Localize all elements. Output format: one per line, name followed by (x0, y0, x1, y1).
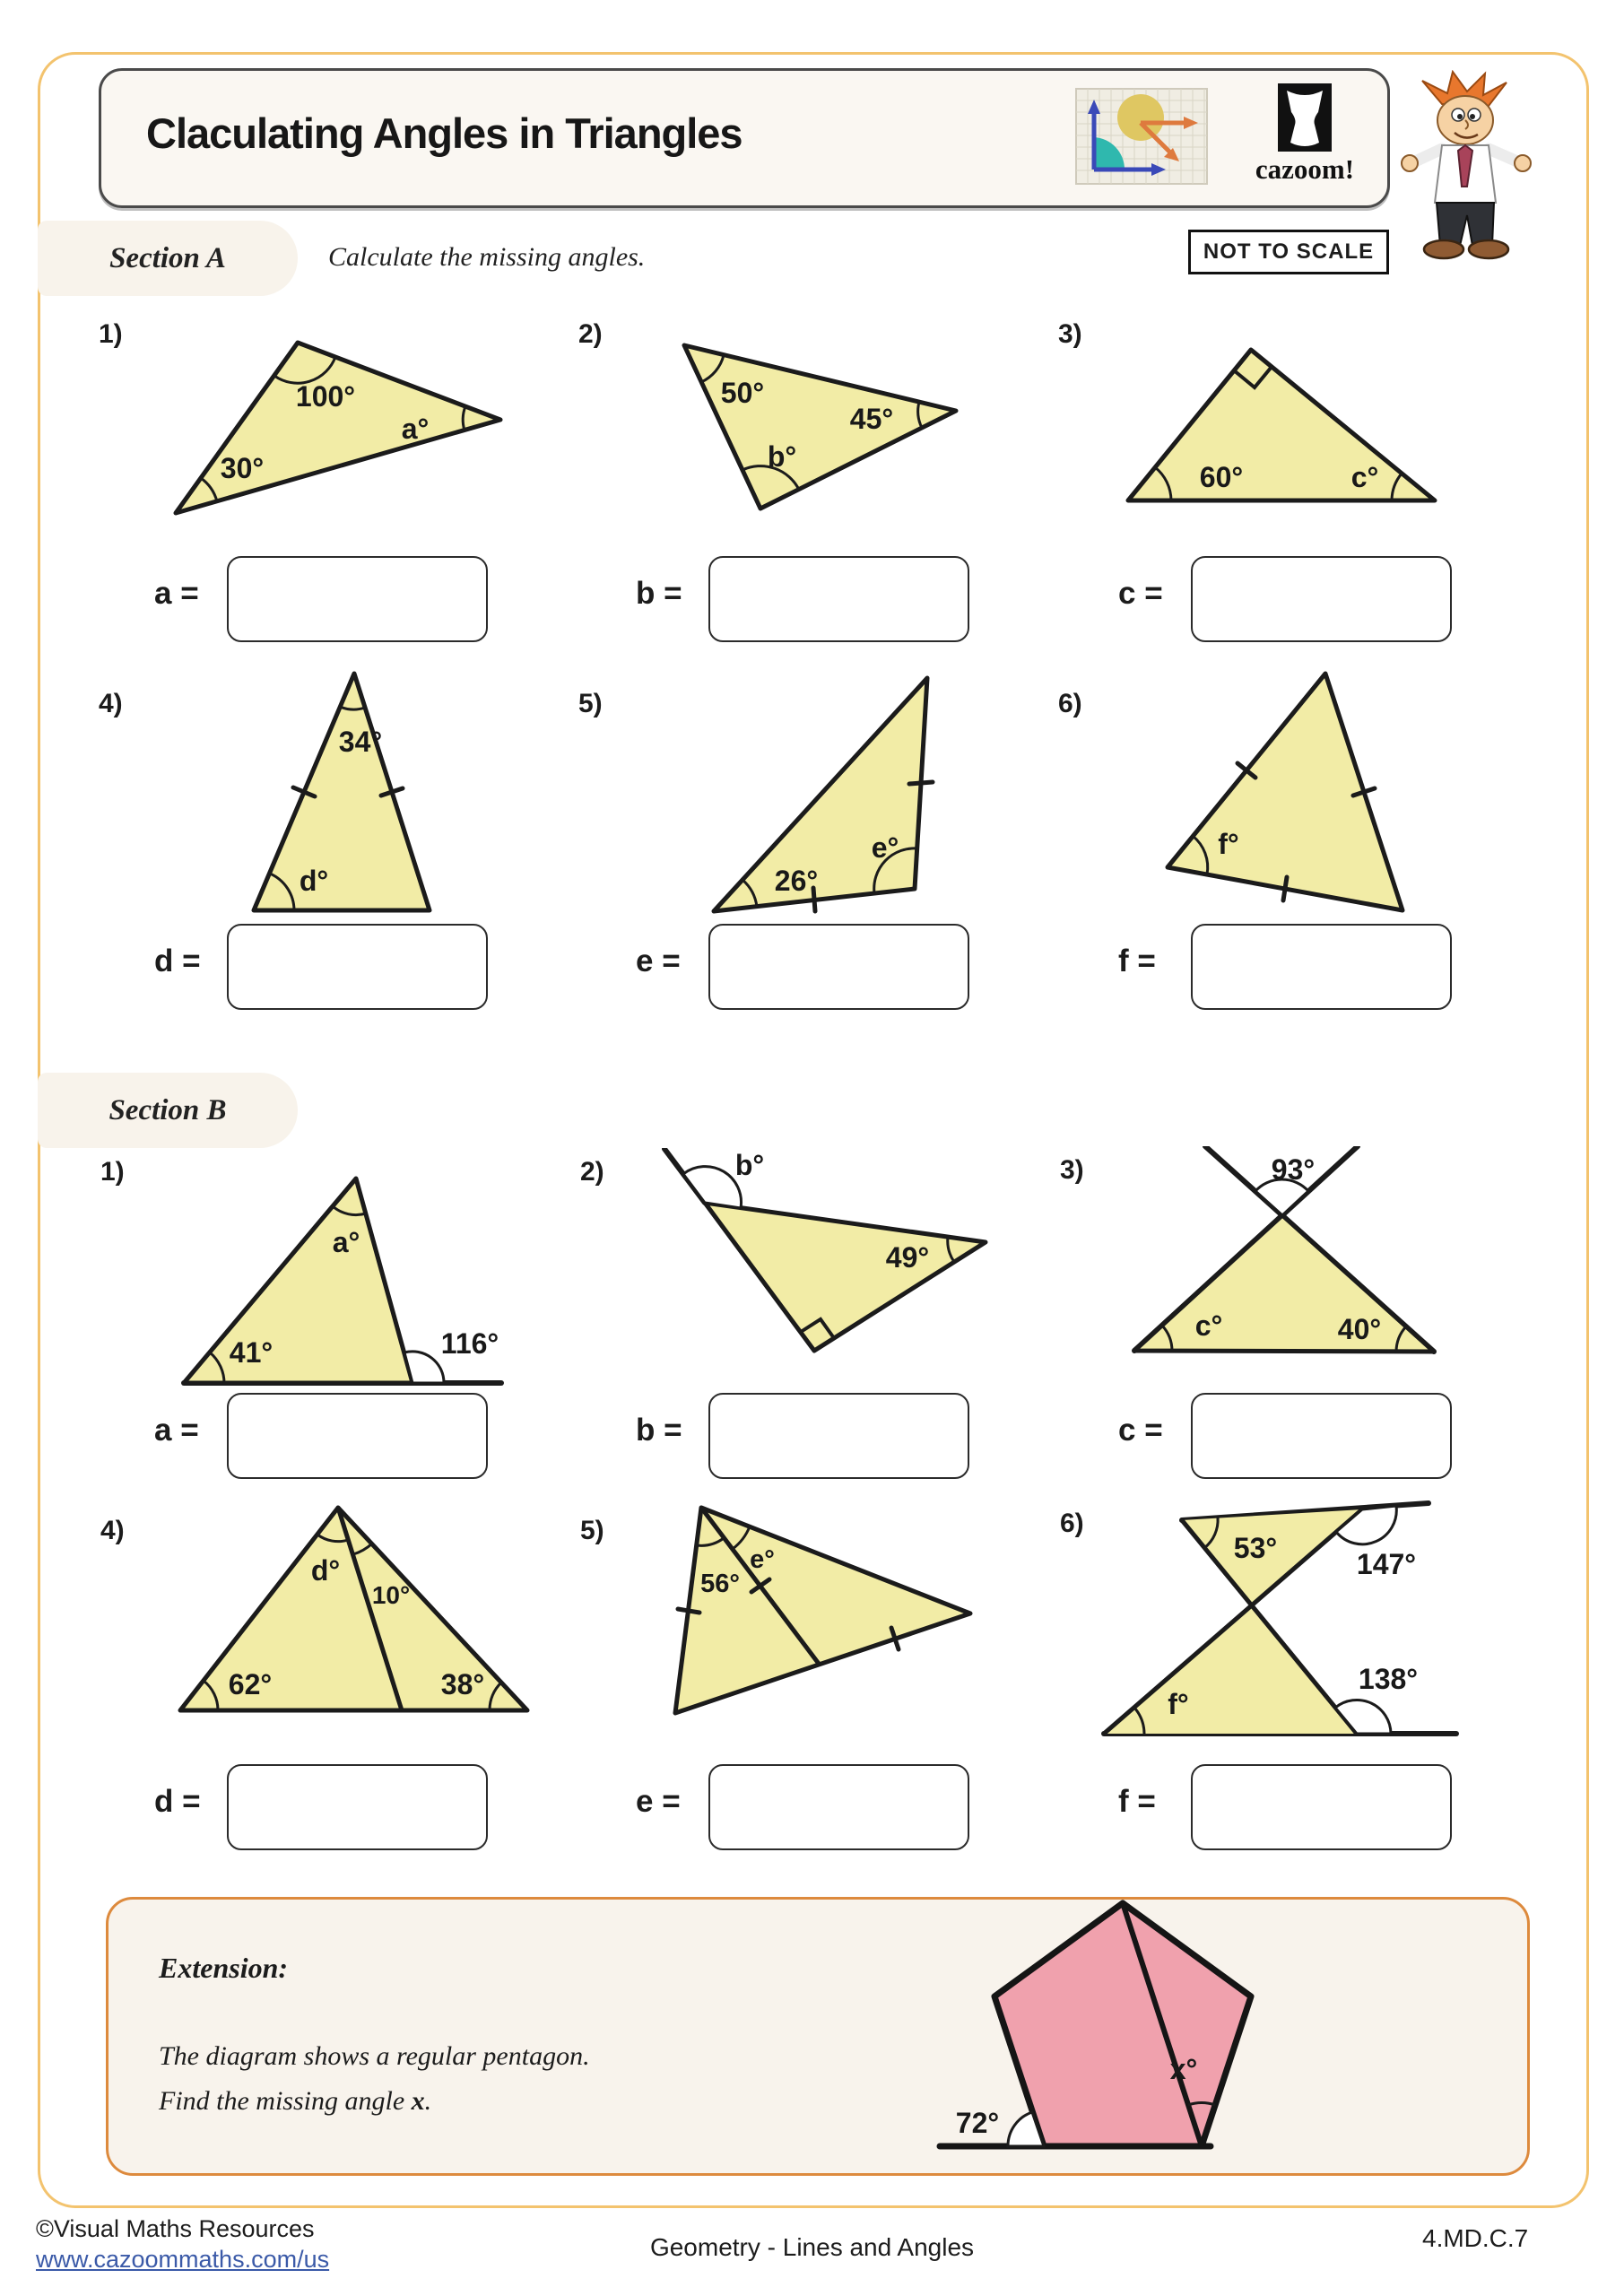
answer-box-f[interactable] (1191, 1764, 1452, 1850)
answer-label-b: b = (636, 576, 682, 611)
answer-box-a[interactable] (227, 1393, 488, 1479)
angle-label: 34° (338, 726, 383, 758)
problem-a5-number: 5) (578, 689, 603, 718)
answer-label-c: c = (1118, 1413, 1163, 1448)
angle-label: 26° (774, 865, 819, 897)
angle-label: 49° (885, 1241, 930, 1274)
angle-label: 138° (1358, 1663, 1419, 1695)
triangle-b4-diagram (161, 1505, 592, 1765)
extension-line1: The diagram shows a regular pentagon. (159, 2041, 590, 2071)
problem-a3-number: 3) (1058, 319, 1082, 349)
answer-label-e: e = (636, 1784, 681, 1819)
triangle-b2-diagram (583, 1148, 1049, 1404)
problem-a6-number: 6) (1058, 689, 1082, 718)
angle-label: 50° (720, 377, 765, 409)
answer-box-b[interactable] (708, 556, 969, 642)
angle-label: 53° (1233, 1532, 1278, 1564)
problem-b5-number: 5) (580, 1516, 604, 1545)
header-box (99, 68, 1390, 208)
answer-box-c[interactable] (1191, 556, 1452, 642)
instruction-text: Calculate the missing angles. (328, 242, 646, 272)
angle-label: 56° (700, 1570, 740, 1598)
section-a-label-text: Section A (109, 241, 226, 274)
triangle-b5-diagram (628, 1505, 1076, 1765)
answer-label-c: c = (1118, 576, 1163, 611)
answer-label-a: a = (154, 1413, 199, 1448)
answer-label-d: d = (154, 1784, 201, 1819)
angle-label: b° (734, 1149, 765, 1181)
angle-label: 60° (1199, 461, 1244, 493)
angle-label: 72° (955, 2107, 1000, 2139)
triangle-a2-diagram (556, 323, 1022, 529)
angle-label: c° (1350, 461, 1379, 493)
problem-a2-number: 2) (578, 319, 603, 349)
angle-label: d° (310, 1554, 341, 1587)
angle-label: 30° (220, 452, 265, 484)
answer-box-e[interactable] (708, 1764, 969, 1850)
triangle-a6-diagram (1112, 668, 1489, 924)
answer-label-f: f = (1118, 944, 1156, 978)
angle-label: 10° (371, 1581, 411, 1609)
footer-standard-code: 4.MD.C.7 (1422, 2224, 1529, 2252)
answer-box-f[interactable] (1191, 924, 1452, 1010)
angle-label: e° (871, 831, 899, 864)
answer-box-d[interactable] (227, 1764, 488, 1850)
angle-label: 40° (1337, 1313, 1382, 1345)
extension-body (159, 2034, 590, 2124)
answer-label-f: f = (1118, 1784, 1156, 1819)
angle-label: a° (401, 413, 430, 445)
triangle-b3-diagram (1076, 1146, 1542, 1406)
problem-b3-number: 3) (1060, 1155, 1084, 1185)
pentagon-diagram (915, 1879, 1471, 2175)
cazoom-logo (1247, 83, 1364, 191)
angle-label: 41° (229, 1336, 274, 1369)
extension-line2-bold: x (411, 2086, 425, 2116)
angle-label: c° (1194, 1309, 1223, 1342)
problem-a1-number: 1) (99, 319, 123, 349)
answer-label-e: e = (636, 944, 681, 978)
page-title: Claculating Angles in Triangles (146, 109, 743, 157)
section-a-label (38, 221, 298, 296)
angle-label: x° (1169, 2053, 1198, 2085)
triangle-a4-diagram (161, 668, 475, 924)
problem-b4-number: 4) (100, 1516, 125, 1545)
footer-url-link[interactable]: www.cazoommaths.com/us (36, 2246, 330, 2273)
not-to-scale-badge: NOT TO SCALE (1188, 230, 1389, 274)
triangle-a5-diagram (628, 668, 1058, 924)
problem-b6-number: 6) (1060, 1509, 1084, 1538)
answer-box-d[interactable] (227, 924, 488, 1010)
answer-label-d: d = (154, 944, 201, 978)
triangle-b6-diagram (1094, 1487, 1614, 1774)
extension-line2-suffix: . (424, 2086, 432, 2116)
angle-label: 62° (228, 1668, 273, 1700)
section-b-label-text: Section B (109, 1093, 227, 1126)
answer-label-b: b = (636, 1413, 682, 1448)
triangle-a3-diagram (1031, 323, 1498, 529)
extension-line2: Find the missing angle (159, 2086, 412, 2116)
angle-label: 100° (295, 380, 356, 413)
angle-label: e° (750, 1545, 775, 1574)
triangle-b1-diagram (108, 1148, 574, 1404)
problem-a4-number: 4) (99, 689, 123, 718)
answer-label-a: a = (154, 576, 199, 611)
angle-label: 116° (440, 1327, 499, 1360)
problem-b2-number: 2) (580, 1157, 604, 1187)
answer-box-a[interactable] (227, 556, 488, 642)
footer-topic: Geometry - Lines and Angles (649, 2233, 975, 2261)
angle-label: 45° (849, 403, 894, 435)
angle-label: f° (1168, 1688, 1189, 1720)
angle-label: d° (299, 865, 329, 897)
problem-b1-number: 1) (100, 1157, 125, 1187)
extension-title: Extension: (159, 1952, 289, 1984)
angle-label: 147° (1356, 1548, 1417, 1580)
section-b-label (38, 1073, 298, 1148)
answer-box-e[interactable] (708, 924, 969, 1010)
mascot-character (1388, 70, 1545, 263)
angle-label: b° (767, 440, 797, 473)
angle-label: a° (332, 1226, 360, 1258)
triangle-a1-diagram (85, 323, 534, 529)
footer-copyright: ©Visual Maths Resources (36, 2215, 315, 2242)
angle-label: 93° (1271, 1153, 1316, 1186)
cazoom-logo-text: cazoom! (1255, 153, 1355, 185)
answer-box-b[interactable] (708, 1393, 969, 1479)
angle-label: 38° (440, 1668, 485, 1700)
angle-label: f° (1218, 828, 1239, 860)
angles-graphic-icon (1074, 87, 1209, 186)
answer-box-c[interactable] (1191, 1393, 1452, 1479)
